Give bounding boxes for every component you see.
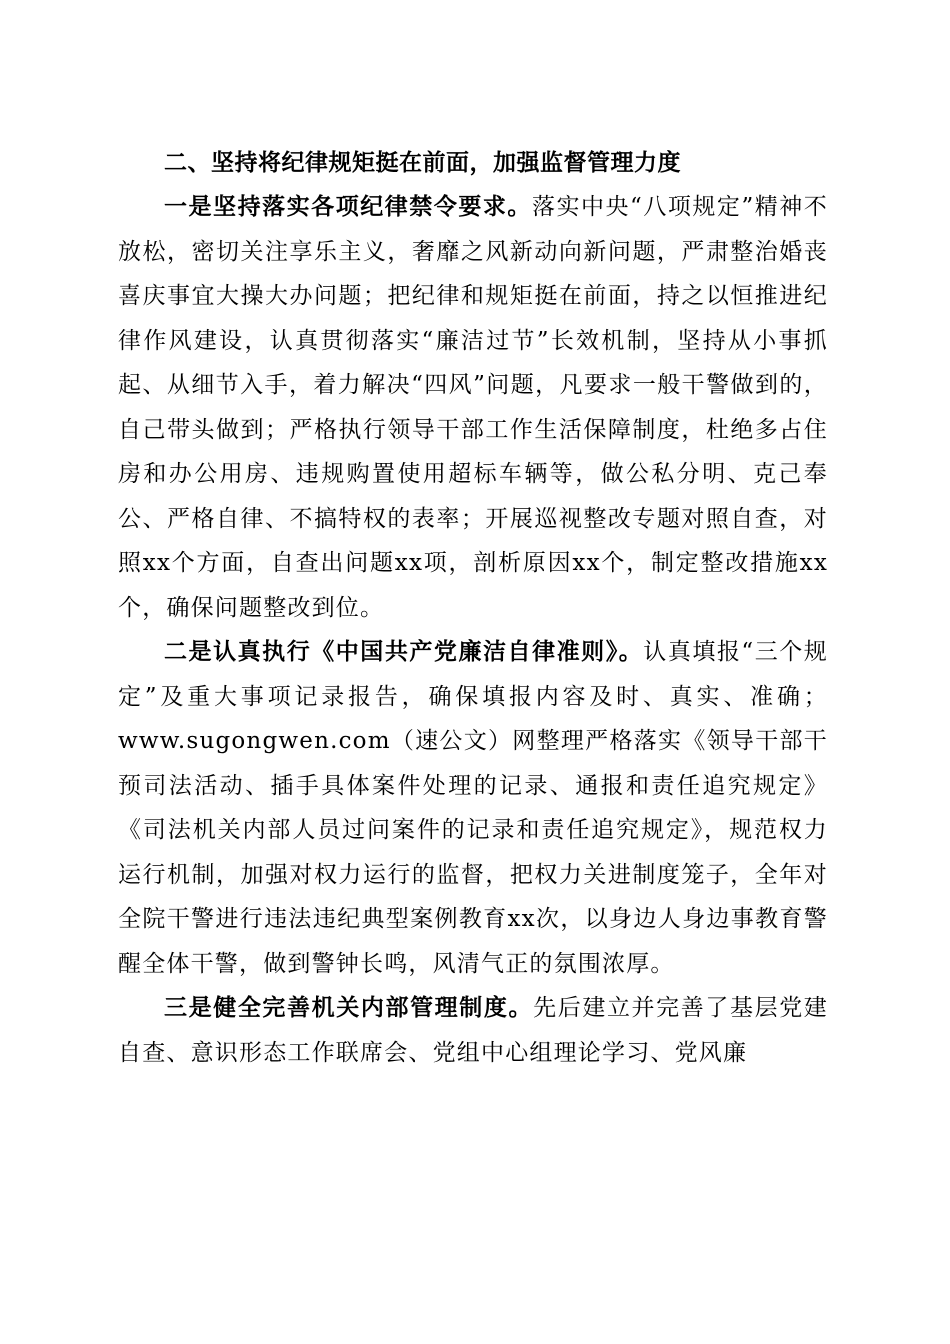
paragraph-3: [118, 986, 828, 1075]
paragraph-2-body: 认真填报“三个规定”及重大事项记录报告，确保填报内容及时、真实、准确；www.sugongwen.com（速公文）网整理严格落实《领导干部干预司法活动、插手具体案件处理的记录、通报和责任追究规定》《司法机关内部人员过问案件的记录和责任追究规定》，规范权力运行机制，加强对权力运行的监督，把权力关进制度笼子，全年对全院干警进行违法违纪典型案例教育xx次，以身边人身边事教育警醒全体干警，做到警钟长鸣，风清气正的氛围浓厚。: [118, 639, 829, 977]
paragraph-1: [118, 185, 828, 630]
document-body: [118, 141, 828, 1075]
paragraph-1-body: 落实中央“八项规定”精神不放松，密切关注享乐主义，奢靡之风新动向新问题，严肃整治婚丧喜庆事宜大操大办问题；把纪律和规矩挺在前面，持之以恒推进纪律作风建设，认真贯彻落实“廉洁过节”长效机制，坚持从小事抓起、从细节入手，着力解决“四风”问题，凡要求一般干警做到的，自己带头做到；严格执行领导干部工作生活保障制度，杜绝多占住房和办公用房、违规购置使用超标车辆等，做公私分明、克己奉公、严格自律、不搞特权的表率；开展巡视整改专题对照自查，对照xx个方面，自查出问题xx项，剖析原因xx个，制定整改措施xx个，确保问题整改到位。: [118, 194, 828, 621]
section-heading: 二、坚持将纪律规矩挺在前面，加强监督管理力度: [164, 150, 681, 176]
paragraph-3-body: 先后建立并完善了基层党建自查、意识形态工作联席会、党组中心组理论学习、党风廉: [118, 995, 829, 1066]
paragraph-3-lead: 三是健全完善机关内部管理制度。: [164, 994, 534, 1021]
paragraph-2-lead: 二是认真执行《中国共产党廉洁自律准则》。: [164, 638, 644, 665]
paragraph-1-lead: 一是坚持落实各项纪律禁令要求。: [164, 193, 532, 220]
paragraph-2: [118, 630, 828, 986]
